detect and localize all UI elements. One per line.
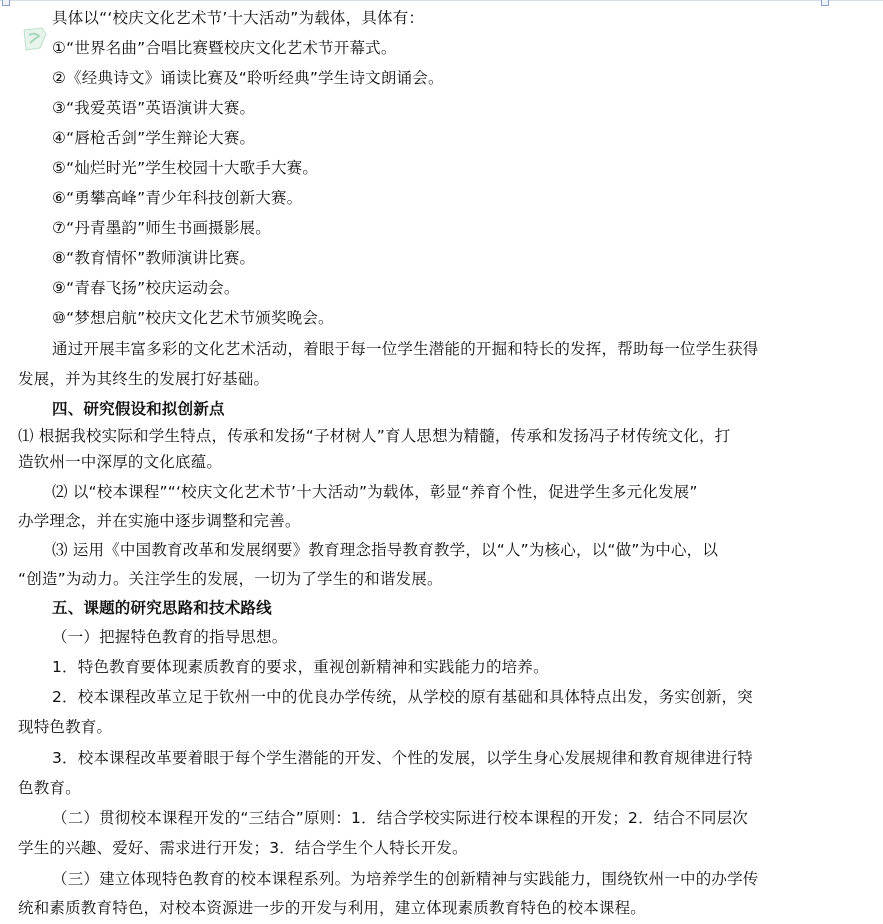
activity-item-7: ⑦“丹青墨韵”师生书画摄影展。 [52, 219, 271, 237]
s4-point3-line2: “创造”为动力。关注学生的发展，一切为了学生的和谐发展。 [18, 570, 443, 588]
s5-item2-line2: 现特色教育。 [18, 718, 113, 736]
s4-point3-line1: ⑶ 运用《中国教育改革和发展纲要》教育理念指导教育教学，以“人”为核心，以“做”为中心，以 [52, 541, 719, 559]
summary-paragraph-line2: 发展，并为其终生的发展打好基础。 [18, 370, 270, 388]
s5-item3-line1: 3．校本课程改革要着眼于每个学生潜能的开发、个性的发展，以学生身心发展规律和教育规律进行特 [52, 749, 753, 767]
s5-item3-line2: 色教育。 [18, 779, 81, 797]
s4-point1-line2: 造钦州一中深厚的文化底蕴。 [18, 453, 223, 471]
s5-subsection1: （一）把握特色教育的指导思想。 [52, 628, 288, 646]
section5-heading: 五、课题的研究思路和技术路线 [52, 599, 272, 617]
activity-item-3: ③“我爱英语”英语演讲大赛。 [52, 99, 256, 117]
activity-item-6: ⑥“勇攀高峰”青少年科技创新大赛。 [52, 189, 303, 207]
activity-item-2: ②《经典诗文》诵读比赛及“聆听经典”学生诗文朗诵会。 [52, 69, 444, 87]
s5-subsection2-line1: （二）贯彻校本课程开发的“三结合”原则：1．结合学校实际进行校本课程的开发；2．结合不同层次 [52, 809, 748, 827]
activity-item-9: ⑨“青春飞扬”校庆运动会。 [52, 279, 240, 297]
activity-item-8: ⑧“教育情怀”教师演讲比赛。 [52, 249, 256, 267]
s5-subsection3-line1: （三）建立体现特色教育的校本课程系列。为培养学生的创新精神与实践能力，围绕钦州一中的办学传 [52, 870, 759, 888]
s4-point1-line1: ⑴ 根据我校实际和学生特点，传承和发扬“子材树人”育人思想为精髓，传承和发扬冯子材传统文化，打 [18, 427, 731, 445]
summary-paragraph-line1: 通过开展丰富多彩的文化艺术活动，着眼于每一位学生潜能的开掘和特长的发挥，帮助每一位学生获得 [52, 340, 759, 358]
s4-point2-line1: ⑵ 以“校本课程”“‘校庆文化艺术节’十大活动”为载体，彰显“养育个性，促进学生多元化发展” [52, 483, 698, 501]
section4-heading: 四、研究假设和拟创新点 [52, 400, 225, 418]
activity-item-1: ①“世界名曲”合唱比赛暨校庆文化艺术节开幕式。 [52, 39, 397, 57]
s5-subsection3-line2: 统和素质教育特色，对校本资源进一步的开发与利用，建立体现素质教育特色的校本课程。 [18, 899, 647, 917]
activities-intro: 具体以“‘校庆文化艺术节’十大活动”为载体，具体有： [52, 9, 425, 27]
s5-item2-line1: 2．校本课程改革立足于钦州一中的优良办学传统，从学校的原有基础和具体特点出发，务实创新，突 [52, 688, 753, 706]
s5-item1: 1．特色教育要体现素质教育的要求，重视创新精神和实践能力的培养。 [52, 658, 549, 676]
page-top-border [0, 0, 883, 1]
s4-point2-line2: 办学理念，并在实施中逐步调整和完善。 [18, 512, 301, 530]
activity-item-4: ④“唇枪舌剑”学生辩论大赛。 [52, 129, 256, 147]
activity-item-10: ⑩“梦想启航”校庆文化艺术节颁奖晚会。 [52, 309, 334, 327]
activity-item-5: ⑤“灿烂时光”学生校园十大歌手大赛。 [52, 159, 319, 177]
s5-subsection2-line2: 学生的兴趣、爱好、需求进行开发；3．结合学生个人特长开发。 [18, 839, 468, 857]
